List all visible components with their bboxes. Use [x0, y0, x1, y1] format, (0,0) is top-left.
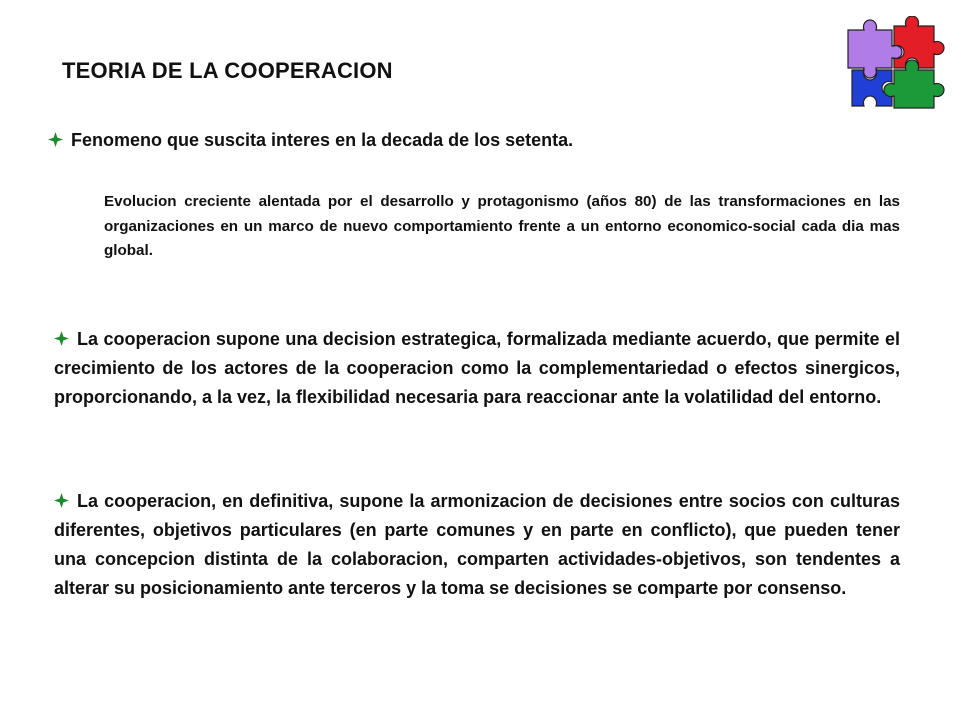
- sub-paragraph: Evolucion creciente alentada por el desarrollo y protagonismo (años 80) de las transformaciones en las organizaciones en un marco de nuevo comportamiento frente a un entorno economico-social cada dia mas global.: [104, 193, 900, 259]
- bullet-text-3: La cooperacion, en definitiva, supone la armonizacion de decisiones entre socios con culturas diferentes, objetivos particulares (en parte comunes y en parte en conflicto), que pueden tener una concepcion distinta de la colaboracion, comparten actividades-objetivos, son tendentes a alterar su posicionamiento ante terceros y la toma se decisiones se comparte por consenso.: [54, 491, 900, 598]
- bullet-item-2: [54, 325, 900, 412]
- bullet-item-1: [48, 126, 908, 155]
- diamond-bullet-icon: [48, 132, 63, 147]
- puzzle-pieces-icon: [842, 16, 946, 112]
- diamond-bullet-icon: [54, 331, 69, 346]
- bullet-text-1: Fenomeno que suscita interes en la decada de los setenta.: [71, 130, 574, 150]
- slide-title: TEORIA DE LA COOPERACION: [62, 58, 393, 83]
- puzzle-piece-green: [884, 60, 944, 108]
- bullet-item-3: [54, 487, 900, 603]
- bullet-text-2: La cooperacion supone una decision estrategica, formalizada mediante acuerdo, que permite el crecimiento de los actores de la cooperacion como la complementariedad o efectos sinergicos, proporcionando, a la vez, la flexibilidad necesaria para reaccionar ante la volatilidad del entorno.: [54, 329, 900, 407]
- puzzle-piece-red: [894, 16, 944, 68]
- diamond-bullet-icon: [54, 493, 69, 508]
